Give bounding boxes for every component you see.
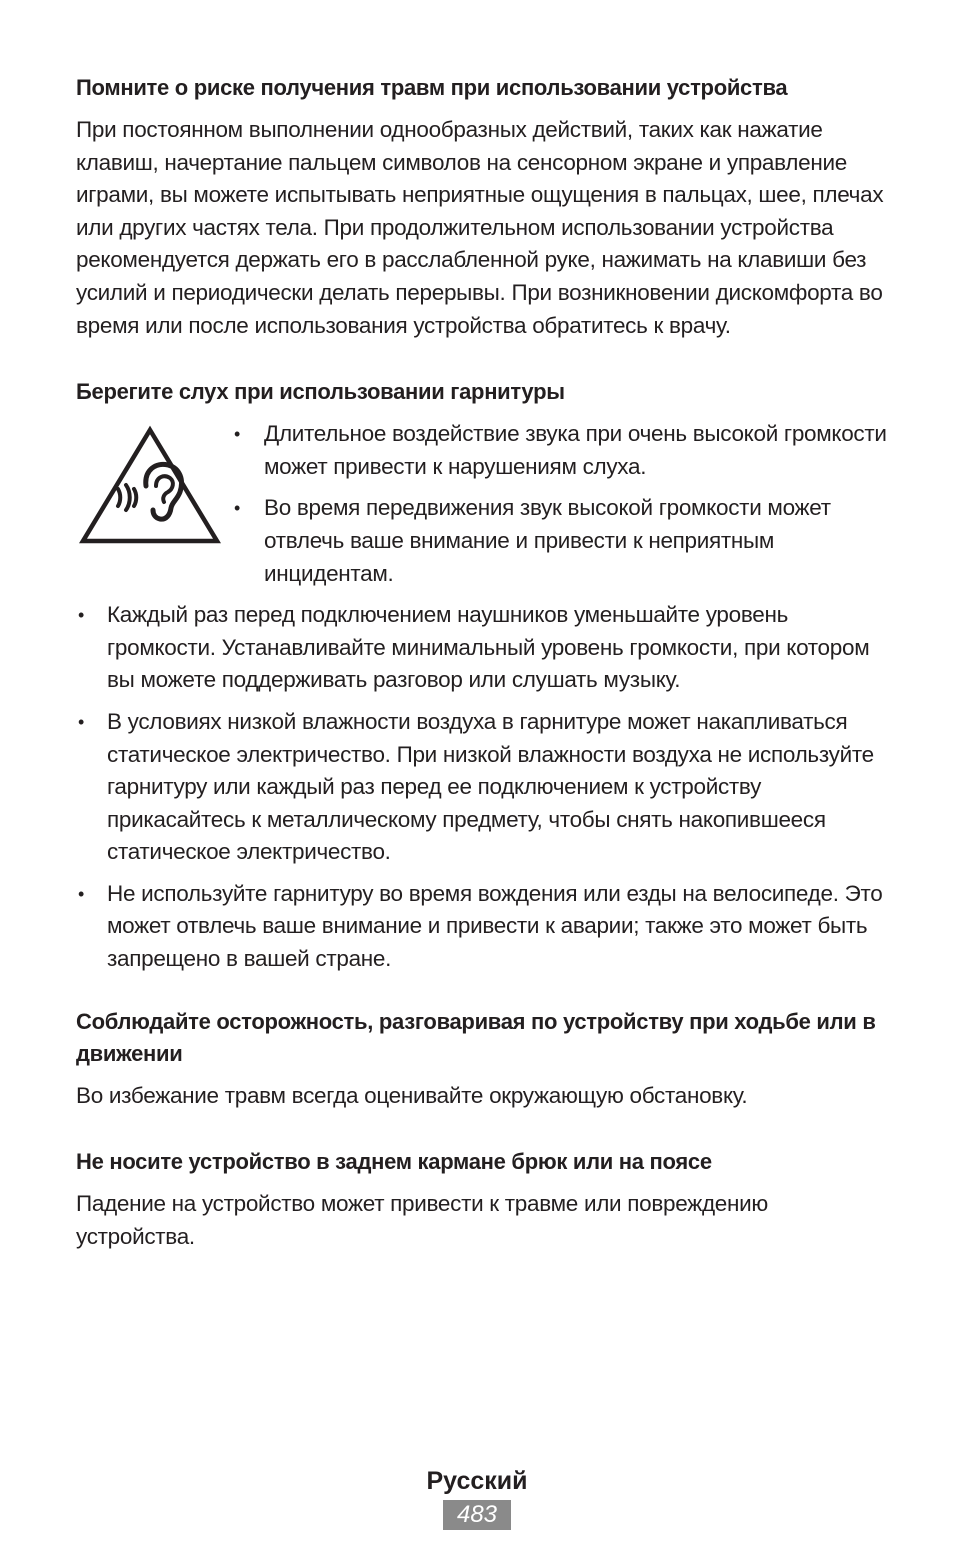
section-body-strain: При постоянном выполнении однообразных действий, таких как нажатие клавиш, начертание пальцем символов на сенсорном экране и управление играми, вы можете испытывать неприятные ощущения в пальцах, шее, плечах или других частях тела. При продолжительном использовании устройства рекомендуется держать его в расслабленной руке, нажимать на клавиши без усилий и периодически делать перерывы. При возникновении дискомфорта во время или после использования устройства обратитесь к врачу. [76,117,884,338]
section-heading-strain: Помните о риске получения травм при использовании устройства [76,75,788,100]
list-item: • Не используйте гарнитуру во время вождения или езды на велосипеде. Это может отвлечь ваше внимание и привести к аварии; также это может быть запрещено в вашей стране. [76,878,888,976]
section-pocket [76,1146,888,1253]
hearing-main-list [76,599,888,976]
hearing-warning-icon [76,422,224,548]
section-hearing [76,376,888,976]
footer-language: Русский [426,1467,528,1495]
hearing-warning-block [76,418,888,599]
hearing-side-list [232,418,888,599]
document-page [76,72,888,1283]
section-walking [76,1006,888,1113]
section-strain [76,72,888,342]
list-item: • Каждый раз перед подключением наушников уменьшайте уровень громкости. Устанавливайте минимальный уровень громкости, при котором вы можете поддерживать разговор или слушать музыку. [76,599,888,697]
section-heading-hearing: Берегите слух при использовании гарнитуры [76,379,565,405]
list-item: • В условиях низкой влажности воздуха в гарнитуре может накапливаться статическое электричество. При низкой влажности воздуха не используйте гарнитуру или каждый раз перед ее подключением к устройству прикасайтесь к металлическому предмету, чтобы снять накопившееся статическое электричество. [76,706,888,869]
page-number: 483 [443,1500,511,1530]
page-footer [0,1464,954,1530]
list-item: • Во время передвижения звук высокой громкости может отвлечь ваше внимание и привести к неприятным инцидентам. [232,492,888,590]
section-body-pocket: Падение на устройство может привести к травме или повреждению устройства. [76,1191,768,1249]
list-item: • Длительное воздействие звука при очень высокой громкости может привести к нарушениям слуха. [232,418,888,483]
section-heading-pocket: Не носите устройство в заднем кармане брюк или на поясе [76,1149,712,1175]
section-heading-walking: Соблюдайте осторожность, разговаривая по устройству при ходьбе или в движении [76,1008,876,1066]
section-body-walking: Во избежание травм всегда оценивайте окружающую обстановку. [76,1082,748,1108]
